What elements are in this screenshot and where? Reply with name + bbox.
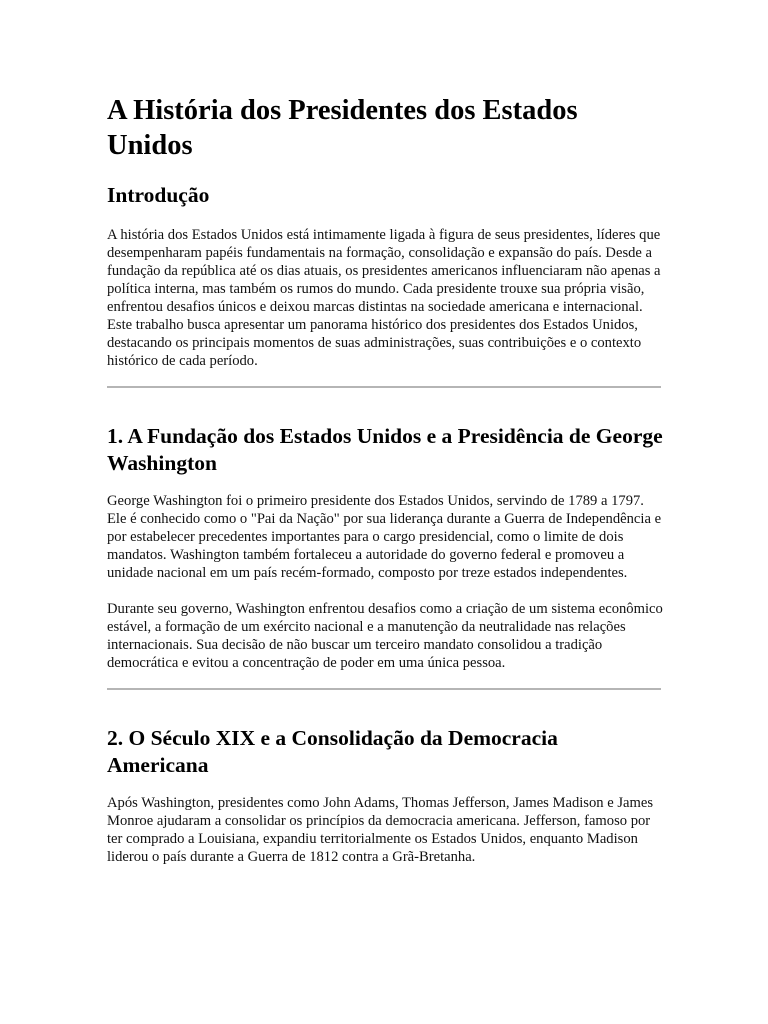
section-1-paragraph-1: George Washington foi o primeiro presidente dos Estados Unidos, servindo de 1789 a 1797. Ele é conhecido como o "Pai da Nação" por sua liderança durante a Guerra de Independência e por estabelecer precedentes importantes para o cargo presidencial, como o limite de dois mandatos. Washington também fortaleceu a autoridade do governo federal e promoveu a unidade nacional em um país recém-formado, composto por treze estados independentes.	[107, 493, 662, 581]
section-divider	[107, 688, 661, 690]
section-1-paragraph-2: Durante seu governo, Washington enfrentou desafios como a criação de um sistema econômico estável, a formação de um exército nacional e a manutenção da neutralidade nas relações internacionais. Sua decisão de não buscar um terceiro mandato consolidou a tradição democrática e evitou a concentração de poder em uma única pessoa.	[107, 601, 663, 671]
section-2-heading: 2. O Século XIX e a Consolidação da Democracia Americana	[107, 726, 558, 777]
section-1-heading: 1. A Fundação dos Estados Unidos e a Presidência de George Washington	[107, 424, 663, 475]
document-page	[107, 0, 663, 866]
document-title: A História dos Presidentes dos Estados Unidos	[107, 95, 578, 161]
intro-paragraph: A história dos Estados Unidos está intimamente ligada à figura de seus presidentes, líderes que desempenharam papéis fundamentais na formação, consolidação e expansão do país. Desde a fundação da república até os dias atuais, os presidentes americanos influenciaram não apenas a política interna, mas também os rumos do mundo. Cada presidente trouxe sua própria visão, enfrentou desafios únicos e deixou marcas distintas na sociedade americana e internacional. Este trabalho busca apresentar um panorama histórico dos presidentes dos Estados Unidos, destacando os principais momentos de suas administrações, suas contribuições e o contexto histórico de cada período.	[107, 227, 661, 369]
section-2-paragraph-1: Após Washington, presidentes como John Adams, Thomas Jefferson, James Madison e James Monroe ajudaram a consolidar os princípios da democracia americana. Jefferson, famoso por ter comprado a Louisiana, expandiu territorialmente os Estados Unidos, enquanto Madison liderou o país durante a Guerra de 1812 contra a Grã-Bretanha.	[107, 795, 654, 865]
section-divider	[107, 386, 661, 388]
intro-heading: Introdução	[107, 183, 210, 207]
